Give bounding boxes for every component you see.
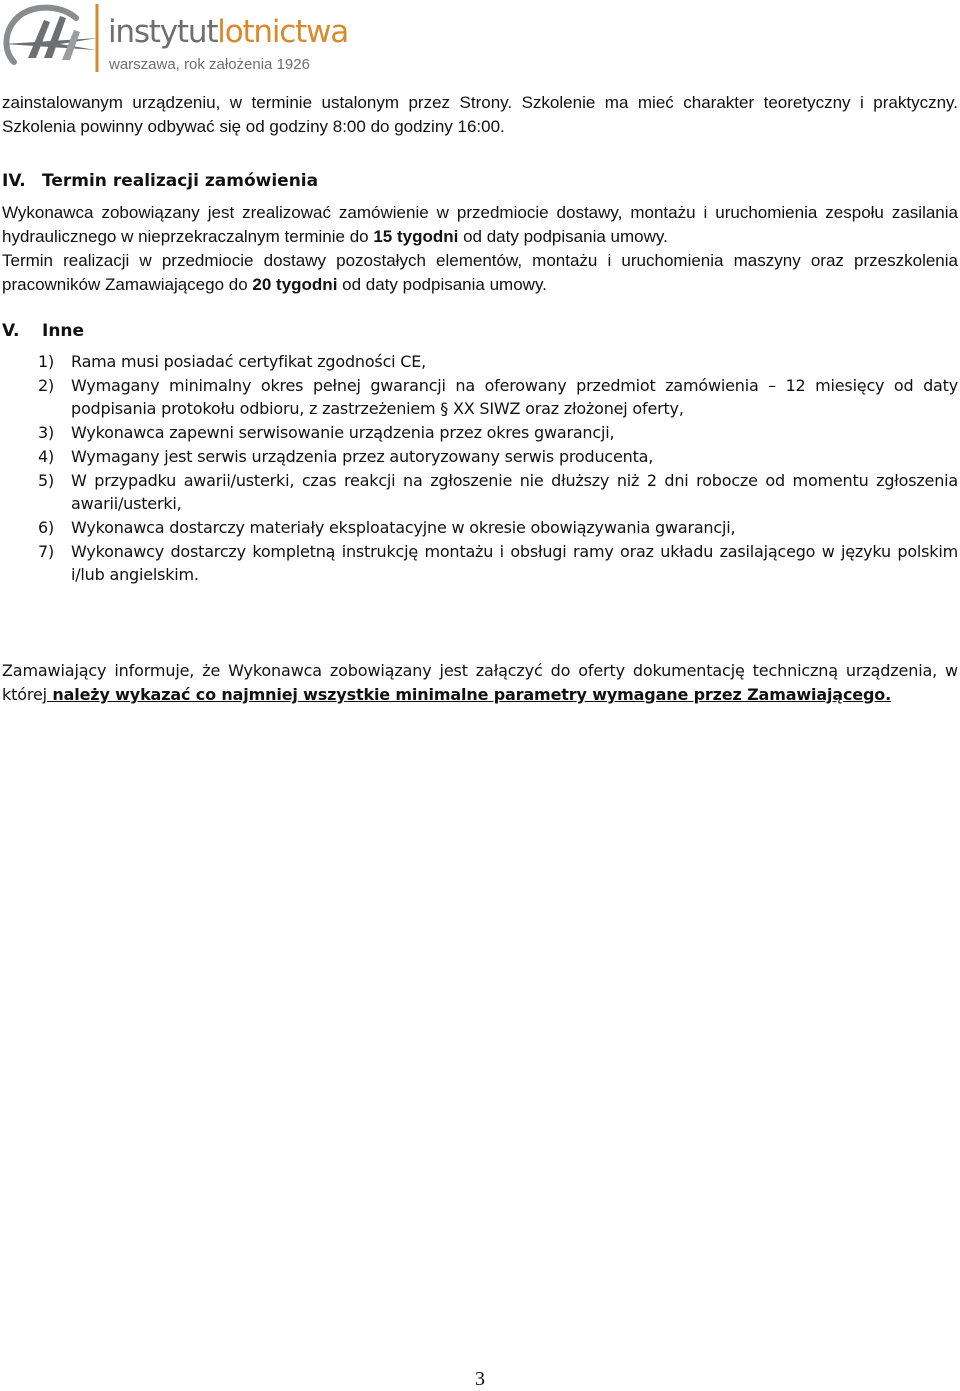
section-4-paragraph-1 bbox=[2, 201, 958, 248]
closing-emphasis: należy wykazać co najmniej wszystkie minimalne parametry wymagane przez Zamawiającego. bbox=[46, 684, 892, 704]
page-number: 3 bbox=[475, 1368, 485, 1390]
institute-logo bbox=[0, 0, 380, 78]
section-5-number: V. bbox=[2, 321, 20, 341]
list-item-number: 1) bbox=[38, 352, 55, 371]
list-item-number: 5) bbox=[38, 470, 55, 490]
section-4-title: Termin realizacji zamówienia bbox=[42, 171, 319, 191]
list-item bbox=[38, 445, 958, 469]
logo-wordmark-part2: lotnictwa bbox=[217, 14, 349, 50]
section-5-heading bbox=[2, 319, 84, 343]
list-item bbox=[38, 350, 958, 374]
list-item-number: 7) bbox=[38, 541, 55, 561]
list-item-text: Wykonawcy dostarczy kompletną instrukcję montażu i obsługi ramy oraz układu zasilającego w języku polskim i/lub angielskim. bbox=[71, 541, 958, 585]
section-4-p2-text-a: Termin realizacji w przedmiocie dostawy pozostałych elementów, montażu i uruchomienia maszyny oraz przeszkolenia pracowników Zamawiającego do bbox=[2, 251, 958, 294]
list-item bbox=[38, 469, 958, 516]
list-item-number: 2) bbox=[38, 375, 55, 395]
intro-paragraph: zainstalowanym urządzeniu, w terminie ustalonym przez Strony. Szkolenie ma mieć charakter teoretyczny i praktyczny. Szkolenia powinny odbywać się od godziny 8:00 do godziny 16:00. bbox=[2, 93, 958, 136]
logo-wordmark bbox=[108, 14, 348, 50]
closing-text: Zamawiający informuje, że Wykonawca zobowiązany jest załączyć do oferty dokumentację techniczną urządzenia, w której bbox=[2, 661, 958, 704]
section-4-number: IV. bbox=[2, 171, 26, 191]
list-item-number: 6) bbox=[38, 517, 55, 537]
section-4-paragraph-2 bbox=[2, 249, 958, 296]
logo-wordmark-part1: instytut bbox=[108, 14, 218, 50]
section-5-title: Inne bbox=[42, 321, 85, 341]
aviation-emblem-icon bbox=[0, 0, 104, 76]
list-item-text: Wykonawca dostarczy materiały eksploatacyjne w okresie obowiązywania gwarancji, bbox=[71, 517, 736, 537]
list-item-text: Wymagany jest serwis urządzenia przez autoryzowany serwis producenta, bbox=[71, 446, 654, 466]
list-item-number: 3) bbox=[38, 423, 55, 443]
closing-paragraph bbox=[2, 659, 958, 706]
logo-subtitle: warszawa, rok założenia 1926 bbox=[109, 56, 310, 73]
section-4-p1-text-b: od daty podpisania umowy. bbox=[458, 226, 668, 246]
requirements-list bbox=[38, 350, 958, 587]
list-item-text: W przypadku awarii/usterki, czas reakcji na zgłoszenie nie dłuższy niż 2 dni robocze od momentu zgłoszenia awarii/usterki, bbox=[71, 470, 958, 514]
list-item-text: Wykonawca zapewni serwisowanie urządzenia przez okres gwarancji, bbox=[71, 423, 615, 443]
list-item-text: Rama musi posiadać certyfikat zgodności CE, bbox=[71, 352, 427, 371]
list-item bbox=[38, 516, 958, 540]
section-4-p2-text-b: od daty podpisania umowy. bbox=[337, 274, 547, 294]
section-4-heading bbox=[2, 169, 318, 193]
list-item bbox=[38, 374, 958, 421]
section-4-p1-text-a: Wykonawca zobowiązany jest zrealizować zamówienie w przedmiocie dostawy, montażu i uruchomienia zespołu zasilania hydraulicznego w nieprzekraczalnym terminie do bbox=[2, 203, 958, 246]
section-4-p2-bold: 20 tygodni bbox=[252, 274, 338, 294]
list-item-number: 4) bbox=[38, 446, 55, 466]
section-4-p1-bold: 15 tygodni bbox=[373, 226, 459, 246]
list-item-text: Wymagany minimalny okres pełnej gwarancji na oferowany przedmiot zamówienia – 12 miesięcy od daty podpisania protokołu odbioru, z zastrzeżeniem § XX SIWZ oraz złożonej oferty, bbox=[71, 375, 958, 419]
list-item bbox=[38, 540, 958, 587]
list-item bbox=[38, 421, 958, 445]
